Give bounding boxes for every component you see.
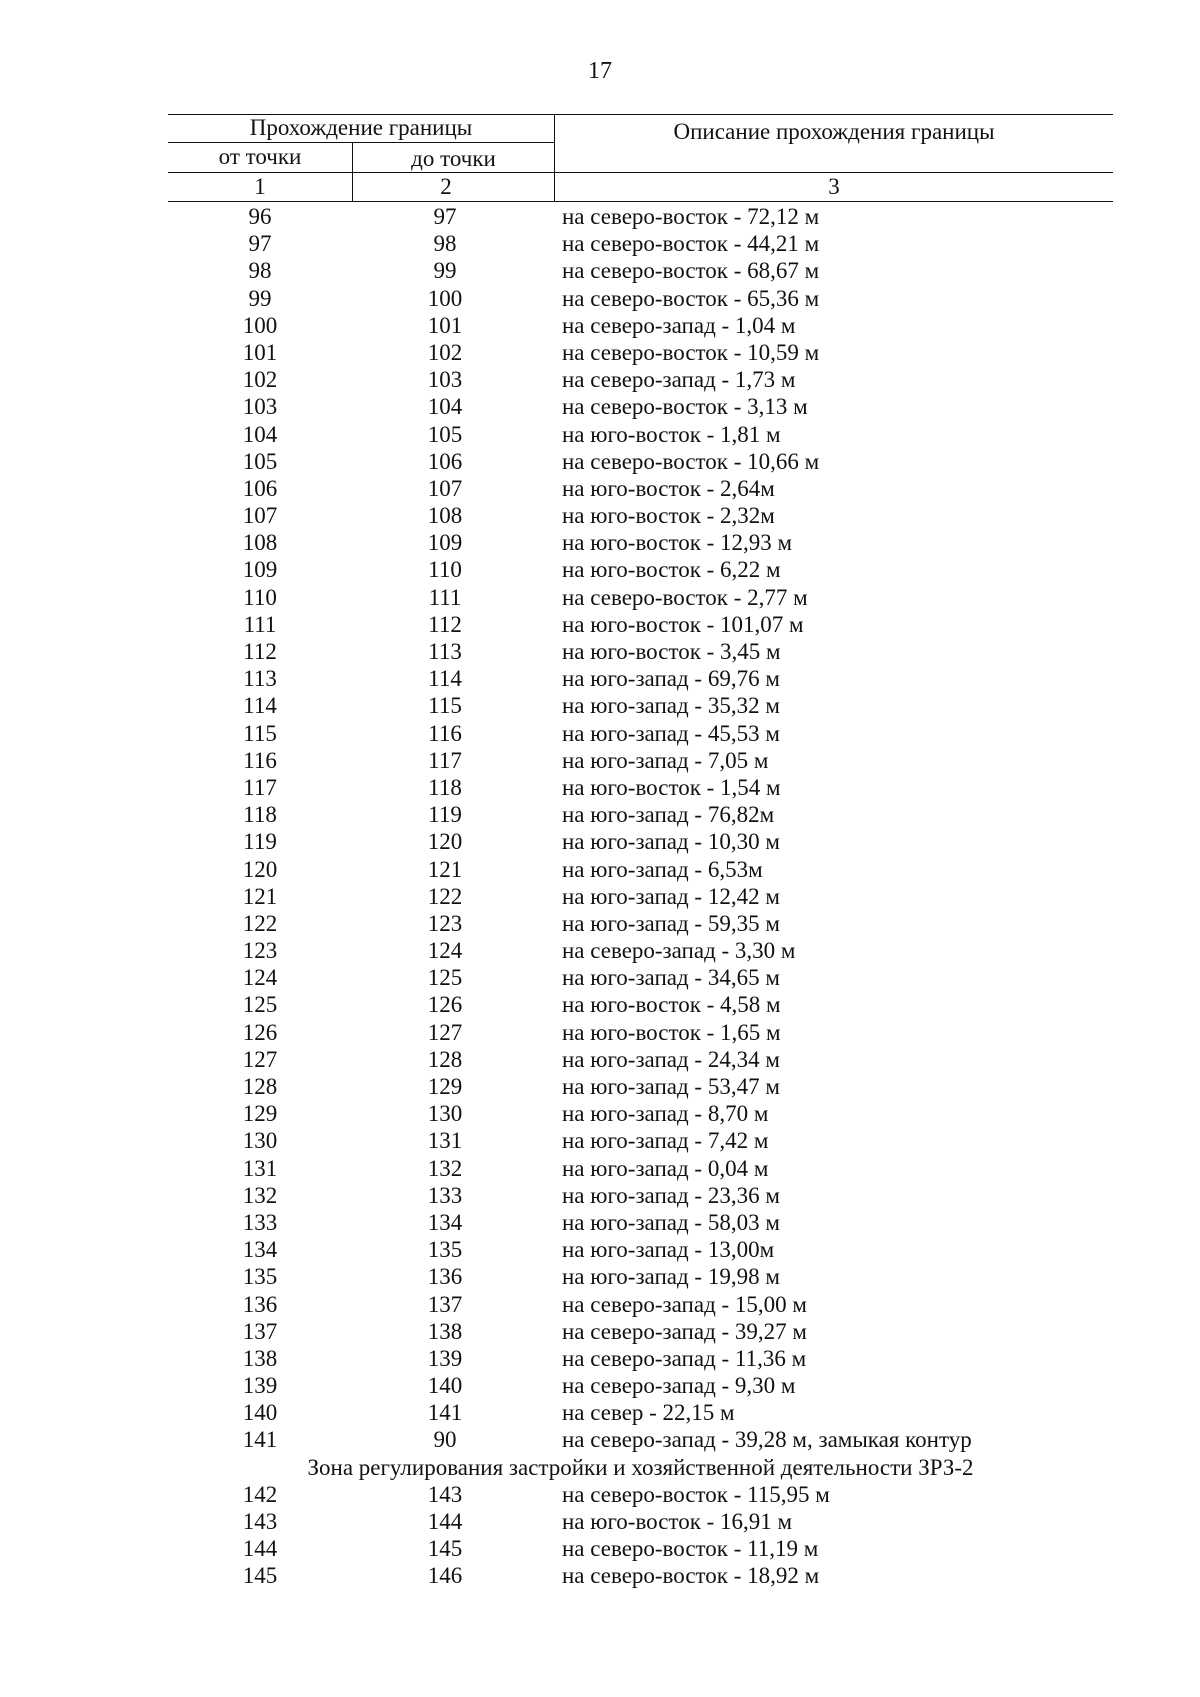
table-row: [168, 964, 1113, 991]
boundary-description: на юго-запад - 0,04 м: [562, 1155, 769, 1181]
to-point: 139: [427, 1345, 463, 1371]
boundary-description: на юго-восток - 2,64м: [562, 475, 775, 501]
to-point: 135: [427, 1237, 463, 1263]
table-row: [168, 692, 1113, 719]
boundary-description: на северо-восток - 11,19 м: [562, 1536, 819, 1562]
to-point: 102: [427, 339, 463, 365]
from-point: 114: [243, 693, 277, 719]
to-point: 108: [427, 503, 463, 529]
boundary-description: на юго-восток - 1,65 м: [562, 1019, 781, 1045]
to-point: 99: [433, 258, 457, 284]
boundary-description: на северо-восток - 2,77 м: [562, 584, 808, 610]
boundary-description: на юго-запад - 34,65 м: [562, 965, 780, 991]
to-point: 144: [427, 1509, 463, 1534]
boundary-description: на юго-восток - 12,93 м: [562, 530, 793, 556]
boundary-description: на юго-запад - 10,30 м: [562, 829, 780, 855]
table-row: [168, 475, 1113, 502]
boundary-description: на северо-запад - 1,73 м: [562, 367, 796, 393]
table-row: [168, 828, 1113, 855]
table-row: [168, 1155, 1113, 1182]
to-point: 137: [427, 1291, 463, 1317]
header-description-label: Описание прохождения границы: [673, 119, 995, 144]
to-point: 123: [427, 910, 463, 936]
from-point: 96: [248, 204, 272, 229]
table-row: [168, 556, 1113, 583]
table-body: [168, 203, 1113, 1590]
from-point: 101: [242, 339, 278, 365]
table-row: [168, 1345, 1113, 1372]
from-point: 143: [242, 1509, 278, 1534]
table-row: [168, 1019, 1113, 1046]
to-point: 112: [428, 611, 462, 637]
boundary-description: на юго-запад - 6,53м: [562, 856, 763, 882]
from-point: 109: [242, 557, 278, 583]
boundary-description: на юго-запад - 7,42 м: [562, 1128, 769, 1154]
to-point: 118: [428, 774, 462, 800]
to-point: 121: [427, 856, 463, 882]
table-row: [168, 991, 1113, 1018]
table-row: [168, 1426, 1113, 1453]
table-row: [168, 421, 1113, 448]
to-point: 90: [433, 1427, 457, 1453]
boundary-description: на северо-запад - 1,04 м: [562, 312, 796, 338]
boundary-description: на юго-запад - 7,05 м: [562, 747, 769, 773]
from-point: 100: [242, 312, 278, 338]
to-point: 106: [427, 448, 463, 474]
to-point: 122: [427, 883, 463, 909]
table-row: [168, 502, 1113, 529]
to-point: 110: [428, 557, 462, 583]
from-point: 142: [242, 1481, 278, 1507]
from-point: 126: [242, 1019, 278, 1045]
boundary-description: на юго-запад - 13,00м: [562, 1237, 775, 1263]
table-row: [168, 1236, 1113, 1263]
from-point: 131: [242, 1155, 278, 1181]
boundary-description: на северо-запад - 39,27 м: [562, 1318, 807, 1344]
boundary-description: на северо-восток - 10,66 м: [562, 448, 820, 474]
to-point: 128: [427, 1046, 463, 1072]
table-row: [168, 1046, 1113, 1073]
table-row: [168, 638, 1113, 665]
table-row: [168, 1127, 1113, 1154]
to-point: 146: [427, 1563, 463, 1589]
to-point: 113: [428, 639, 462, 664]
boundary-description: на юго-запад - 58,03 м: [562, 1209, 780, 1235]
table-row: [168, 1073, 1113, 1100]
boundary-description: на северо-запад - 11,36 м: [562, 1345, 807, 1371]
table-row: [168, 1318, 1113, 1345]
to-point: 133: [427, 1182, 463, 1208]
table-row: [168, 910, 1113, 937]
to-point: 97: [433, 204, 457, 229]
to-point: 116: [428, 720, 462, 746]
to-point: 114: [428, 666, 462, 692]
zone-section-title: Зона регулирования застройки и хозяйственной деятельности ЗРЗ-2: [307, 1454, 974, 1480]
table-row: [168, 393, 1113, 420]
from-point: 112: [243, 639, 277, 664]
from-point: 124: [242, 965, 278, 991]
to-point: 126: [427, 992, 463, 1018]
boundary-description: на юго-восток - 4,58 м: [562, 992, 781, 1018]
boundary-description: на северо-запад - 39,28 м, замыкая контур: [562, 1427, 972, 1453]
table-row: [168, 584, 1113, 611]
from-point: 127: [242, 1046, 278, 1072]
boundary-description: на юго-запад - 8,70 м: [562, 1101, 769, 1127]
boundary-description: на северо-запад - 3,30 м: [562, 938, 796, 964]
to-point: 130: [427, 1101, 463, 1127]
from-point: 129: [242, 1101, 278, 1127]
to-point: 131: [427, 1128, 463, 1154]
from-point: 134: [242, 1237, 278, 1263]
table-row: [168, 1209, 1113, 1236]
boundary-description: на северо-восток - 10,59 м: [562, 339, 820, 365]
header-col3-num: 3: [828, 174, 840, 199]
to-point: 111: [428, 584, 462, 610]
table-row: [168, 883, 1113, 910]
from-point: 115: [243, 720, 277, 746]
from-point: 121: [242, 883, 278, 909]
table-row: [168, 529, 1113, 556]
from-point: 138: [242, 1345, 278, 1371]
to-point: 109: [427, 530, 463, 556]
boundary-description: на северо-восток - 18,92 м: [562, 1563, 820, 1589]
table-row: [168, 801, 1113, 828]
from-point: 123: [242, 938, 278, 964]
table-row: [168, 312, 1113, 339]
to-point: 134: [427, 1209, 463, 1235]
from-point: 128: [242, 1074, 278, 1099]
table-row: [168, 665, 1113, 692]
boundary-description: на юго-запад - 69,76 м: [562, 666, 780, 692]
to-point: 129: [427, 1074, 463, 1099]
from-point: 119: [243, 829, 277, 855]
table-row: [168, 937, 1113, 964]
boundary-description: на северо-восток - 115,95 м: [562, 1481, 830, 1507]
from-point: 113: [243, 666, 277, 692]
table-row: [168, 1399, 1113, 1426]
to-point: 115: [428, 693, 462, 719]
table-row: [168, 1508, 1113, 1535]
to-point: 132: [427, 1155, 463, 1181]
from-point: 108: [242, 530, 278, 556]
boundary-description: на север - 22,15 м: [562, 1400, 735, 1426]
from-point: 105: [242, 448, 278, 474]
header-from-label: от точки: [218, 144, 302, 169]
to-point: 119: [428, 802, 462, 828]
from-point: 133: [242, 1209, 278, 1235]
boundary-description: на юго-запад - 59,35 м: [562, 910, 780, 936]
table-header: [168, 114, 1113, 202]
from-point: 141: [242, 1427, 278, 1453]
boundary-description: на юго-запад - 23,36 м: [562, 1182, 780, 1208]
header-sub-rule: [168, 172, 1113, 173]
table-row: [168, 1100, 1113, 1127]
table-row: [168, 448, 1113, 475]
from-point: 103: [242, 394, 278, 420]
from-point: 117: [243, 774, 277, 800]
boundary-description: на юго-запад - 24,34 м: [562, 1046, 780, 1072]
boundary-description: на юго-запад - 53,47 м: [562, 1074, 780, 1099]
boundary-description: на юго-запад - 12,42 м: [562, 883, 780, 909]
from-point: 130: [242, 1128, 278, 1154]
table-row: [168, 285, 1113, 312]
table-row: [168, 1481, 1113, 1508]
boundary-description: на северо-запад - 15,00 м: [562, 1291, 807, 1317]
table-row: [168, 1562, 1113, 1589]
from-point: 118: [243, 802, 277, 828]
to-point: 143: [427, 1481, 463, 1507]
to-point: 136: [427, 1264, 463, 1290]
to-point: 127: [427, 1019, 463, 1045]
from-point: 136: [242, 1291, 278, 1317]
from-point: 144: [242, 1536, 278, 1562]
table-row: [168, 1263, 1113, 1290]
to-point: 120: [427, 829, 463, 855]
header-group-title: Прохождение границы: [249, 115, 473, 140]
table-row: [168, 856, 1113, 883]
to-point: 117: [428, 747, 462, 773]
header-col1-num: 1: [254, 174, 266, 199]
to-point: 100: [427, 285, 463, 311]
boundary-description: на северо-запад - 9,30 м: [562, 1373, 796, 1399]
table-row: [168, 1182, 1113, 1209]
to-point: 105: [427, 421, 463, 447]
table-row: [168, 366, 1113, 393]
from-point: 111: [243, 611, 277, 637]
from-point: 140: [242, 1400, 278, 1426]
boundary-description: на северо-восток - 3,13 м: [562, 394, 808, 420]
to-point: 145: [427, 1536, 463, 1562]
boundary-description: на северо-восток - 65,36 м: [562, 285, 820, 311]
boundary-description: на юго-восток - 1,81 м: [562, 421, 781, 447]
to-point: 98: [433, 231, 457, 257]
table-row: [168, 747, 1113, 774]
boundary-description: на юго-восток - 1,54 м: [562, 774, 781, 800]
to-point: 107: [427, 475, 463, 501]
table-row: [168, 774, 1113, 801]
from-point: 98: [248, 258, 272, 284]
table-row: [168, 1291, 1113, 1318]
boundary-description: на юго-восток - 6,22 м: [562, 557, 781, 583]
from-point: 107: [242, 503, 278, 529]
from-point: 99: [248, 285, 272, 311]
from-point: 97: [248, 231, 272, 257]
table-row: [168, 230, 1113, 257]
header-to-label: до точки: [411, 146, 496, 171]
from-point: 137: [242, 1318, 278, 1344]
table-row: [168, 1372, 1113, 1399]
from-point: 120: [242, 856, 278, 882]
to-point: 104: [427, 394, 463, 420]
from-point: 135: [242, 1264, 278, 1290]
from-point: 110: [243, 584, 277, 610]
table-row: [168, 339, 1113, 366]
boundary-description: на северо-восток - 68,67 м: [562, 258, 820, 284]
to-point: 101: [427, 312, 463, 338]
from-point: 102: [242, 367, 278, 393]
boundary-description: на северо-восток - 44,21 м: [562, 231, 820, 257]
from-point: 106: [242, 475, 278, 501]
boundary-description: на юго-восток - 2,32м: [562, 503, 775, 529]
header-col2-num: 2: [440, 174, 452, 199]
page-number: 17: [588, 58, 612, 84]
table-row: [168, 257, 1113, 284]
from-point: 104: [242, 421, 278, 447]
to-point: 124: [427, 938, 463, 964]
to-point: 125: [427, 965, 463, 991]
boundary-description: на юго-восток - 3,45 м: [562, 639, 781, 664]
boundary-description: на юго-запад - 19,98 м: [562, 1264, 780, 1290]
table-row: [168, 720, 1113, 747]
from-point: 145: [242, 1563, 278, 1589]
table-row: [168, 203, 1113, 230]
to-point: 141: [427, 1400, 463, 1426]
table-row: [168, 611, 1113, 638]
from-point: 125: [242, 992, 278, 1018]
from-point: 139: [242, 1373, 278, 1399]
boundary-description: на юго-запад - 45,53 м: [562, 720, 780, 746]
to-point: 140: [427, 1373, 463, 1399]
boundary-description: на северо-восток - 72,12 м: [562, 204, 820, 229]
to-point: 103: [427, 367, 463, 393]
from-point: 116: [243, 747, 277, 773]
boundary-description: на юго-запад - 76,82м: [562, 802, 775, 828]
boundary-description: на юго-запад - 35,32 м: [562, 693, 780, 719]
table-row: [168, 1535, 1113, 1562]
from-point: 122: [242, 910, 278, 936]
from-point: 132: [242, 1182, 278, 1208]
boundary-description: на юго-восток - 101,07 м: [562, 611, 804, 637]
boundary-description: на юго-восток - 16,91 м: [562, 1509, 793, 1534]
to-point: 138: [427, 1318, 463, 1344]
